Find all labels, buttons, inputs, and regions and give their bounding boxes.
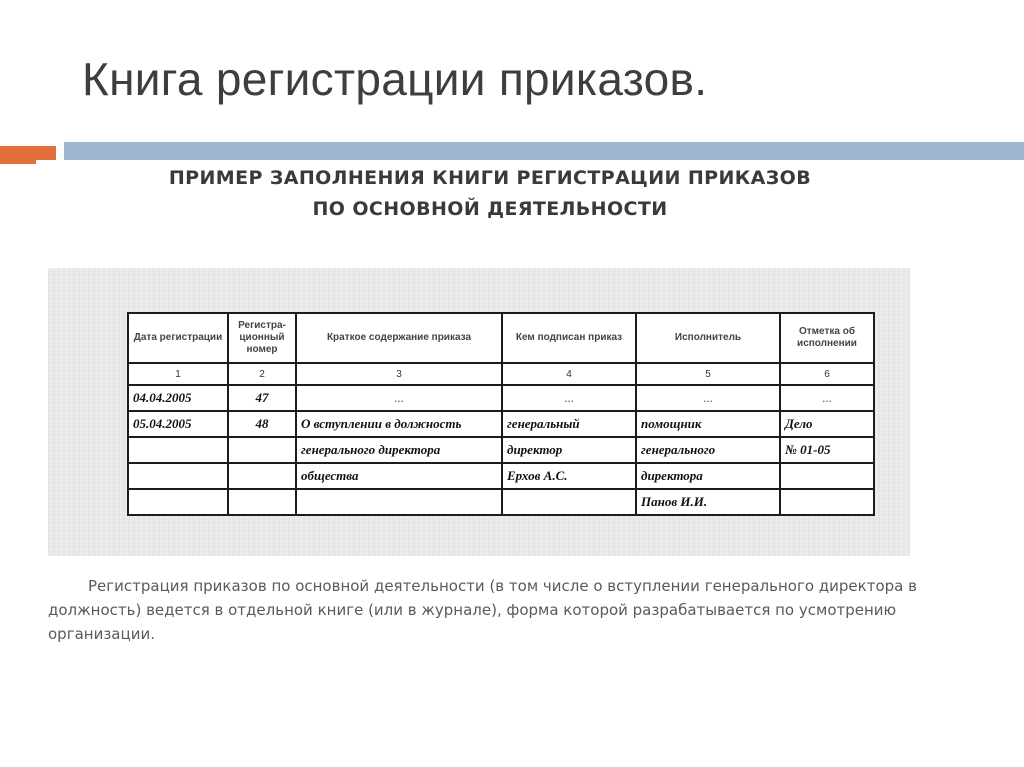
column-number: 5 <box>636 363 780 385</box>
header-reg-number: Регистра-ционный номер <box>228 313 296 363</box>
table-row <box>128 463 874 489</box>
cell-executor: помощник <box>636 411 780 437</box>
cell-completion-mark <box>780 489 874 515</box>
document-heading-line-1: ПРИМЕР ЗАПОЛНЕНИЯ КНИГИ РЕГИСТРАЦИИ ПРИКАЗОВ <box>168 167 812 189</box>
column-number: 1 <box>128 363 228 385</box>
cell-signed-by: Ерхов А.С. <box>502 463 636 489</box>
cell-summary: ... <box>296 385 502 411</box>
cell-completion-mark <box>780 463 874 489</box>
accent-bar-blue <box>64 142 1024 160</box>
cell-summary: генерального директора <box>296 437 502 463</box>
cell-signed-by: директор <box>502 437 636 463</box>
cell-reg-number <box>228 437 296 463</box>
column-number: 2 <box>228 363 296 385</box>
document-note: Регистрация приказов по основной деятельности (в том числе о вступлении генерального директора в должность) ведется в отдельной книге (или в журнале), форма которой разрабатывается по усмотрению организации. <box>48 577 917 643</box>
table-row <box>128 411 874 437</box>
cell-reg-number: 47 <box>228 385 296 411</box>
table-header-row <box>128 313 874 363</box>
header-executor: Исполнитель <box>636 313 780 363</box>
cell-executor: генерального <box>636 437 780 463</box>
cell-reg-number <box>228 463 296 489</box>
cell-date <box>128 489 228 515</box>
document-heading <box>60 163 920 225</box>
header-summary: Краткое содержание приказа <box>296 313 502 363</box>
cell-date <box>128 463 228 489</box>
cell-date: 04.04.2005 <box>128 385 228 411</box>
cell-executor: ... <box>636 385 780 411</box>
cell-completion-mark: Дело <box>780 411 874 437</box>
cell-reg-number: 48 <box>228 411 296 437</box>
cell-executor: Панов И.И. <box>636 489 780 515</box>
document-heading-line-2: ПО ОСНОВНОЙ ДЕЯТЕЛЬНОСТИ <box>312 198 668 220</box>
column-number: 4 <box>502 363 636 385</box>
cell-signed-by: генеральный <box>502 411 636 437</box>
accent-bar-orange-notch <box>36 160 56 166</box>
header-signed-by: Кем подписан приказ <box>502 313 636 363</box>
table-row <box>128 437 874 463</box>
cell-completion-mark: ... <box>780 385 874 411</box>
column-number: 6 <box>780 363 874 385</box>
cell-summary <box>296 489 502 515</box>
cell-reg-number <box>228 489 296 515</box>
cell-date: 05.04.2005 <box>128 411 228 437</box>
header-completion-mark: Отметка об исполнении <box>780 313 874 363</box>
column-number-row <box>128 363 874 385</box>
table-row <box>128 385 874 411</box>
cell-date <box>128 437 228 463</box>
slide-title: Книга регистрации приказов. <box>82 53 708 105</box>
header-date: Дата регистрации <box>128 313 228 363</box>
cell-signed-by: ... <box>502 385 636 411</box>
column-number: 3 <box>296 363 502 385</box>
cell-signed-by <box>502 489 636 515</box>
cell-completion-mark: № 01-05 <box>780 437 874 463</box>
cell-summary: общества <box>296 463 502 489</box>
registration-table <box>127 312 875 516</box>
cell-summary: О вступлении в должность <box>296 411 502 437</box>
table-row <box>128 489 874 515</box>
cell-executor: директора <box>636 463 780 489</box>
